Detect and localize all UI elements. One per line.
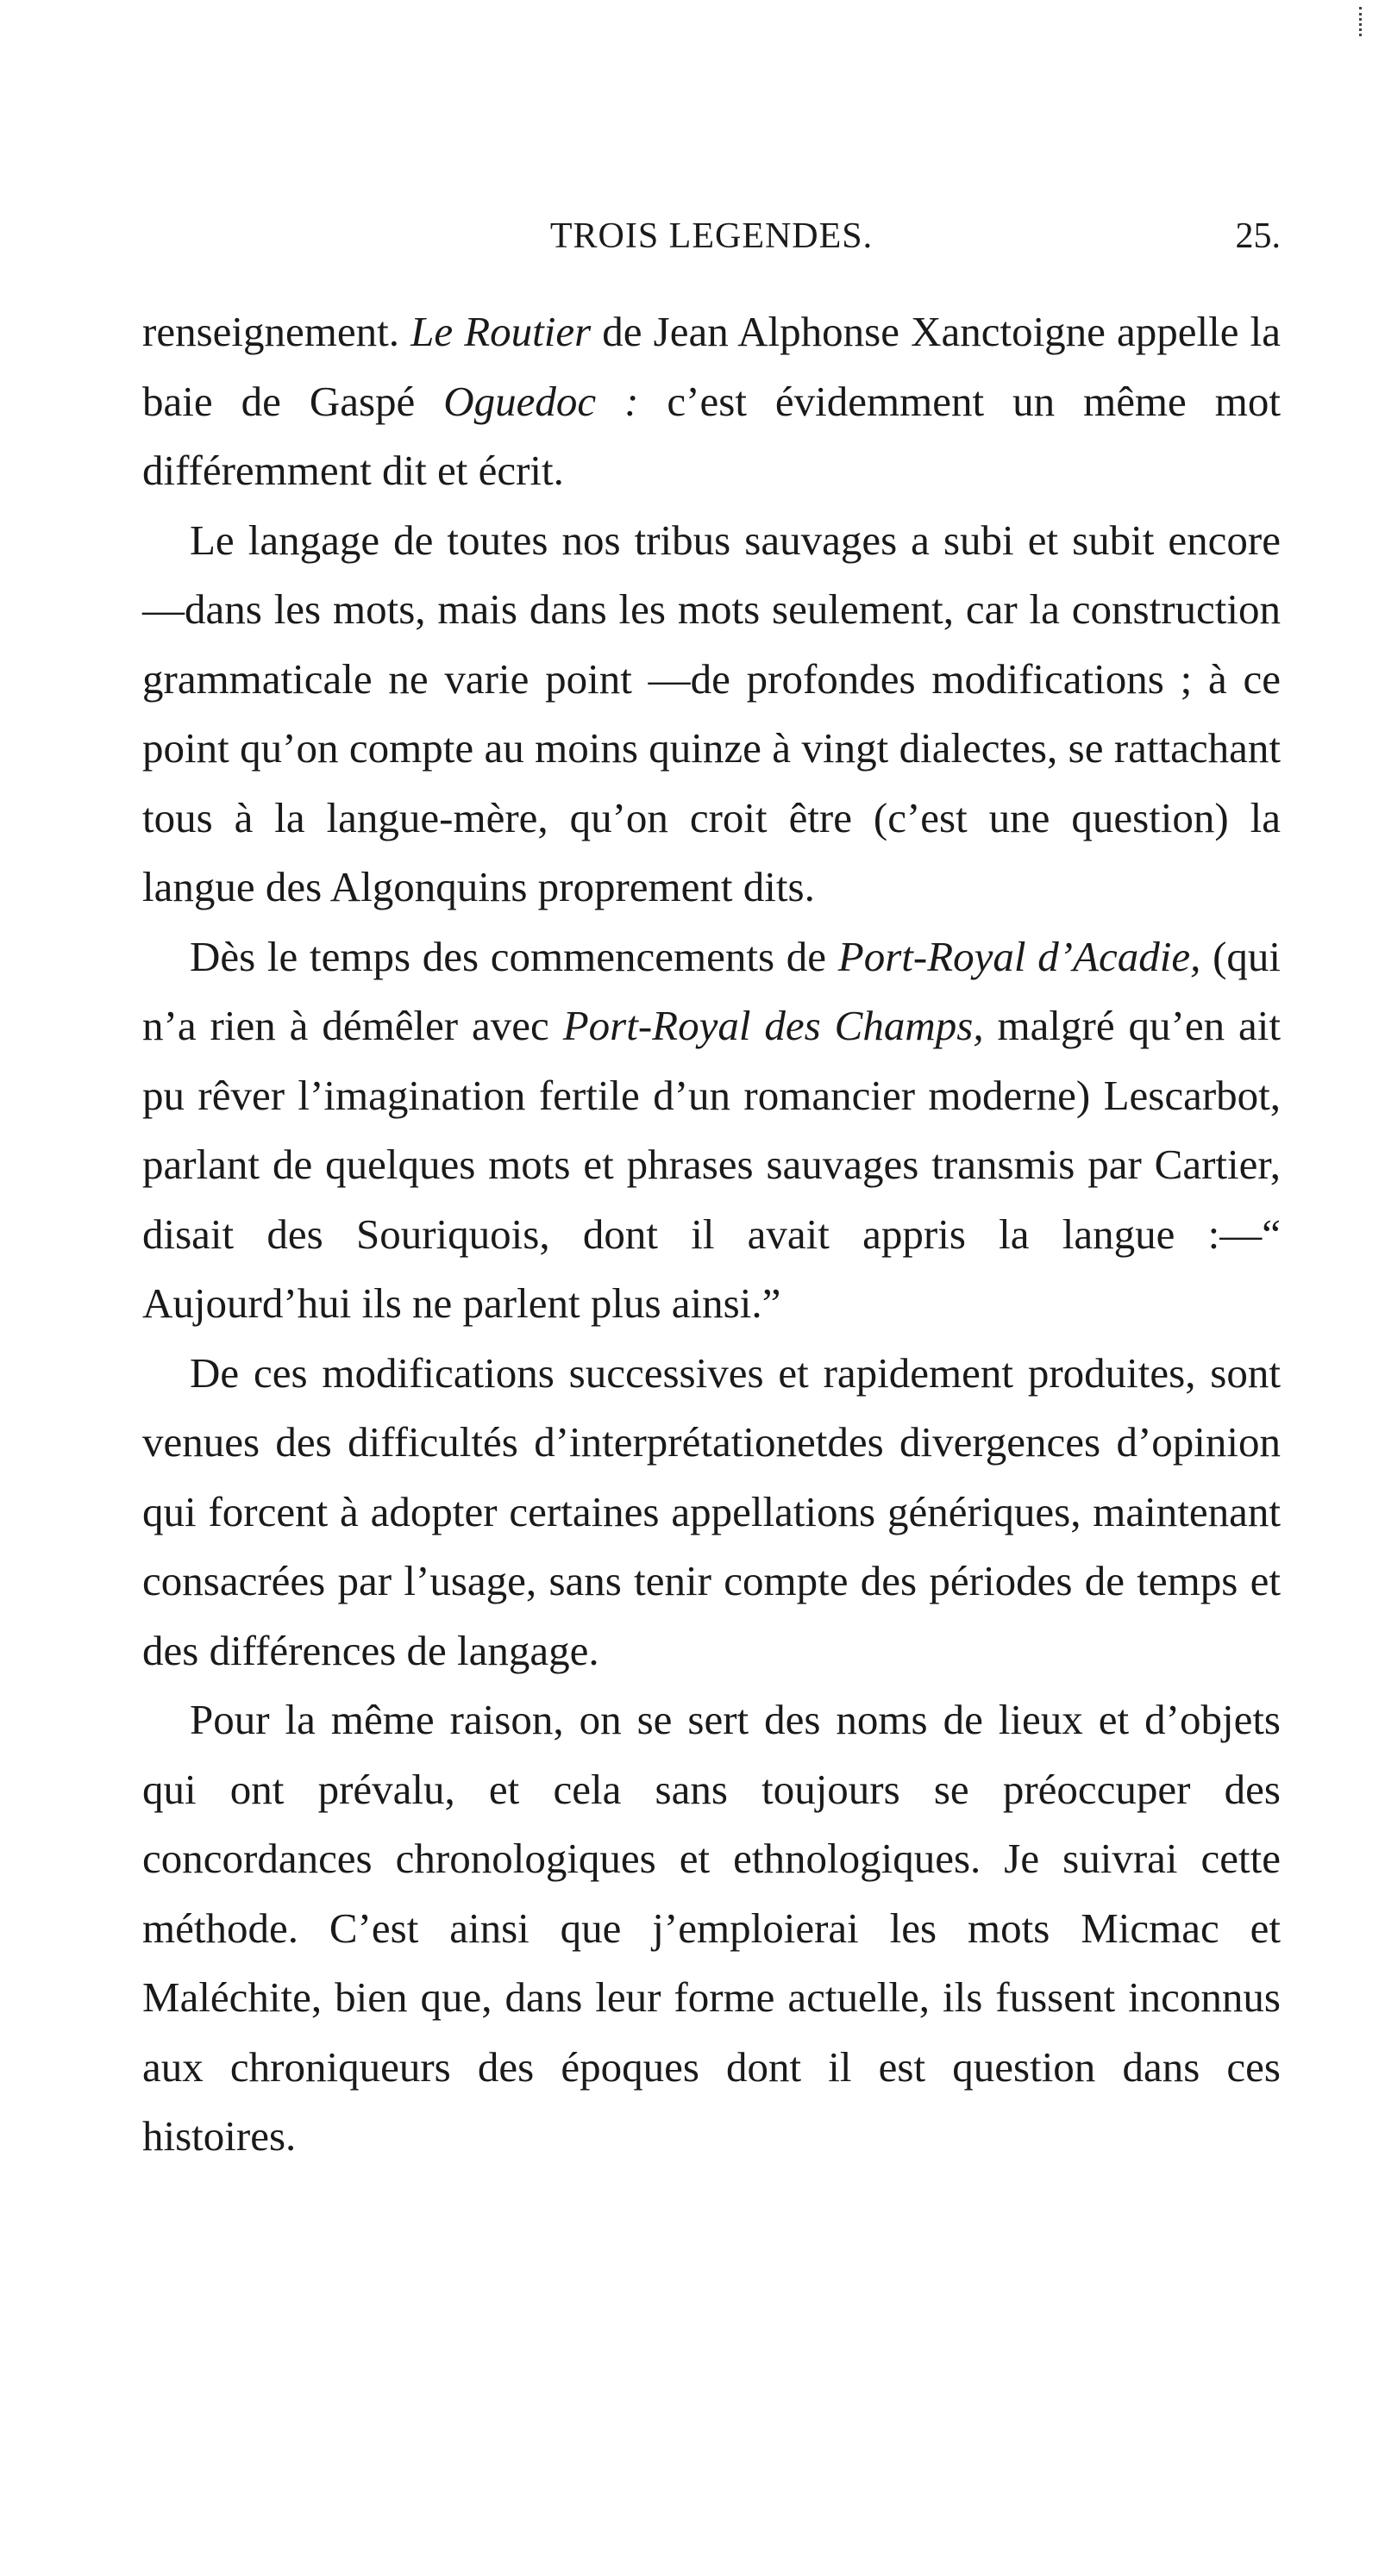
text-run: renseignement. xyxy=(142,308,411,355)
paragraph-3 xyxy=(142,922,1281,1339)
margin-mark xyxy=(1359,7,1364,36)
italic-phrase: Oguedoc : xyxy=(443,377,639,425)
page-header xyxy=(142,216,1281,267)
running-head: TROIS LEGENDES. xyxy=(549,216,874,256)
paragraph-1 xyxy=(142,297,1281,506)
text-run: malgré qu’en ait pu rêver l’imagination fertile d’un romancier moderne) Lescarbot, parlant de quelques mots et phrases sauvages transmis par Cartier, disait des Souriquois, dont il avait appris la langue :—“ Aujourd’hui ils ne parlent plus ainsi.” xyxy=(142,1002,1281,1327)
page-number: 25. xyxy=(1235,216,1281,256)
paragraph-4 xyxy=(142,1339,1281,1686)
italic-phrase: Port-Royal d’Acadie, xyxy=(837,932,1201,980)
text-run: Pour la même raison, on se sert des noms de lieux et d’objets qui ont prévalu, et cela sans toujours se préoccuper des concordances chronologiques et ethnologiques. Je suivrai cette méthode. C’est ainsi que j’emploierai les mots Micmac et Maléchite, bien que, dans leur forme actuelle, ils fussent inconnus aux chroniqueurs des époques dont il est question dans ces histoires. xyxy=(142,1696,1281,2160)
text-run: de Jean Alphonse Xanctoigne appelle la baie de Gaspé xyxy=(142,308,1281,425)
text-run: Dès le temps des commencements de xyxy=(190,932,838,980)
text-run: Le langage de toutes nos tribus sauvages a subi et subit encore—dans les mots, mais dans les mots seulement, car la construction grammaticale ne varie point —de profondes modifications ; à ce point qu’on compte au moins quinze à vingt dialectes, se rattachant tous à la langue-mère, qu’on croit être (c’est une question) la langue des Algonquins proprement dits. xyxy=(142,516,1281,910)
text-run: c’est évidemment un même mot différemment dit et écrit. xyxy=(142,377,1282,494)
paragraph-2 xyxy=(142,506,1281,922)
text-run: (qui n’a rien à démêler avec xyxy=(142,932,1281,1049)
text-run: De ces modifications successives et rapidement produites, sont venues des difficultés d’interprétationetdes divergences d’opinion qui forcent à adopter certaines appellations génériques, maintenant consacrées par l’usage, sans tenir compte des périodes de temps et des différences de langage. xyxy=(142,1348,1281,1674)
body-text xyxy=(142,297,1281,2172)
paragraph-5 xyxy=(142,1685,1281,2172)
italic-phrase: Le Routier xyxy=(410,308,592,355)
italic-phrase: Port-Royal des Champs, xyxy=(562,1002,984,1049)
